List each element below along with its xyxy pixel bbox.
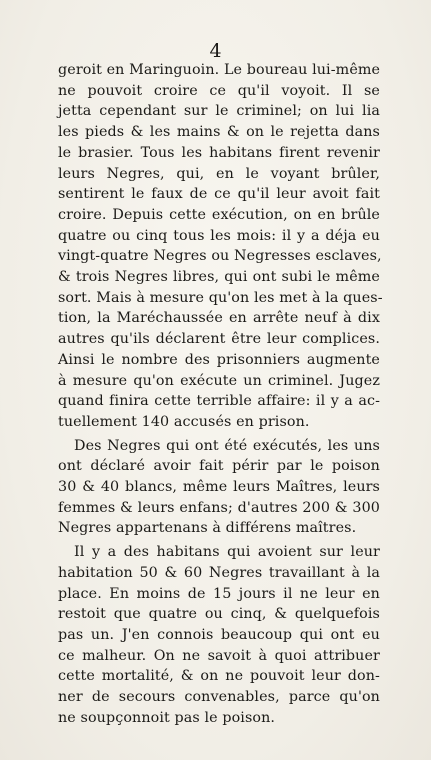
text-line: les pieds & les mains & on le rejetta dans xyxy=(58,124,380,141)
text-line: ce malheur. On ne savoit à quoi attribuer xyxy=(58,647,380,664)
text-line: à mesure qu'on exécute un criminel. Jugez xyxy=(58,372,380,389)
text-line: ont déclaré avoir fait périr par le poison xyxy=(58,458,380,475)
text-line: jetta cependant sur le criminel; on lui lia xyxy=(58,103,380,120)
text-line: quatre ou cinq tous les mois: il y a déja eu xyxy=(58,227,380,244)
text-line: leurs Negres, qui, en le voyant brûler, xyxy=(58,165,380,182)
page-number: 4 xyxy=(209,40,222,62)
text-line: tion, la Maréchaussée en arrête neuf à dix xyxy=(58,310,380,327)
text-line: Negres appartenans à différens maîtres. xyxy=(58,520,357,537)
text-line: restoit que quatre ou cinq, & quelquefois xyxy=(58,606,380,623)
text-line: & trois Negres libres, qui ont subi le même xyxy=(58,269,380,286)
text-line: quand finira cette terrible affaire: il y a ac- xyxy=(58,393,380,410)
text-line: geroit en Maringuoin. Le boureau lui-même xyxy=(58,62,381,78)
text-line: le brasier. Tous les habitans firent revenir xyxy=(58,144,380,161)
text-line: Il y a des habitans qui avoient sur leur xyxy=(74,544,380,561)
text-line: habitation 50 & 60 Negres travaillant à la xyxy=(58,564,380,581)
text-line: vingt-quatre Negres ou Negresses esclaves, xyxy=(58,248,382,265)
text-line: place. En moins de 15 jours il ne leur en xyxy=(58,585,380,602)
body-text xyxy=(58,60,383,732)
text-line: Des Negres qui ont été exécutés, les uns xyxy=(74,437,380,454)
text-line: sort. Mais à mesure qu'on les met à la ques- xyxy=(58,289,383,306)
paragraph-3 xyxy=(58,542,380,728)
text-line: autres qu'ils déclarent être leur complices. xyxy=(58,331,380,348)
paragraph-2 xyxy=(58,436,380,540)
paragraph-1 xyxy=(58,60,383,433)
text-line: pas un. J'en connois beaucoup qui ont eu xyxy=(58,626,380,643)
text-line: ne soupçonnoit pas le poison. xyxy=(58,709,276,726)
text-line: croire. Depuis cette exécution, on en brûle xyxy=(58,206,380,223)
text-line: ne pouvoit croire ce qu'il voyoit. Il se xyxy=(58,82,380,99)
text-line: 30 & 40 blancs, même leurs Maîtres, leurs xyxy=(58,479,380,496)
text-line: Ainsi le nombre des prisonniers augmente xyxy=(58,351,380,368)
text-line: cette mortalité, & on ne pouvoit leur don- xyxy=(58,668,380,685)
text-line: ner de secours convenables, parce qu'on xyxy=(58,689,380,706)
text-line: sentirent le faux de ce qu'il leur avoit fait xyxy=(58,186,380,203)
text-line: tuellement 140 accusés en prison. xyxy=(58,413,310,430)
text-line: femmes & leurs enfans; d'autres 200 & 300 xyxy=(58,499,380,516)
